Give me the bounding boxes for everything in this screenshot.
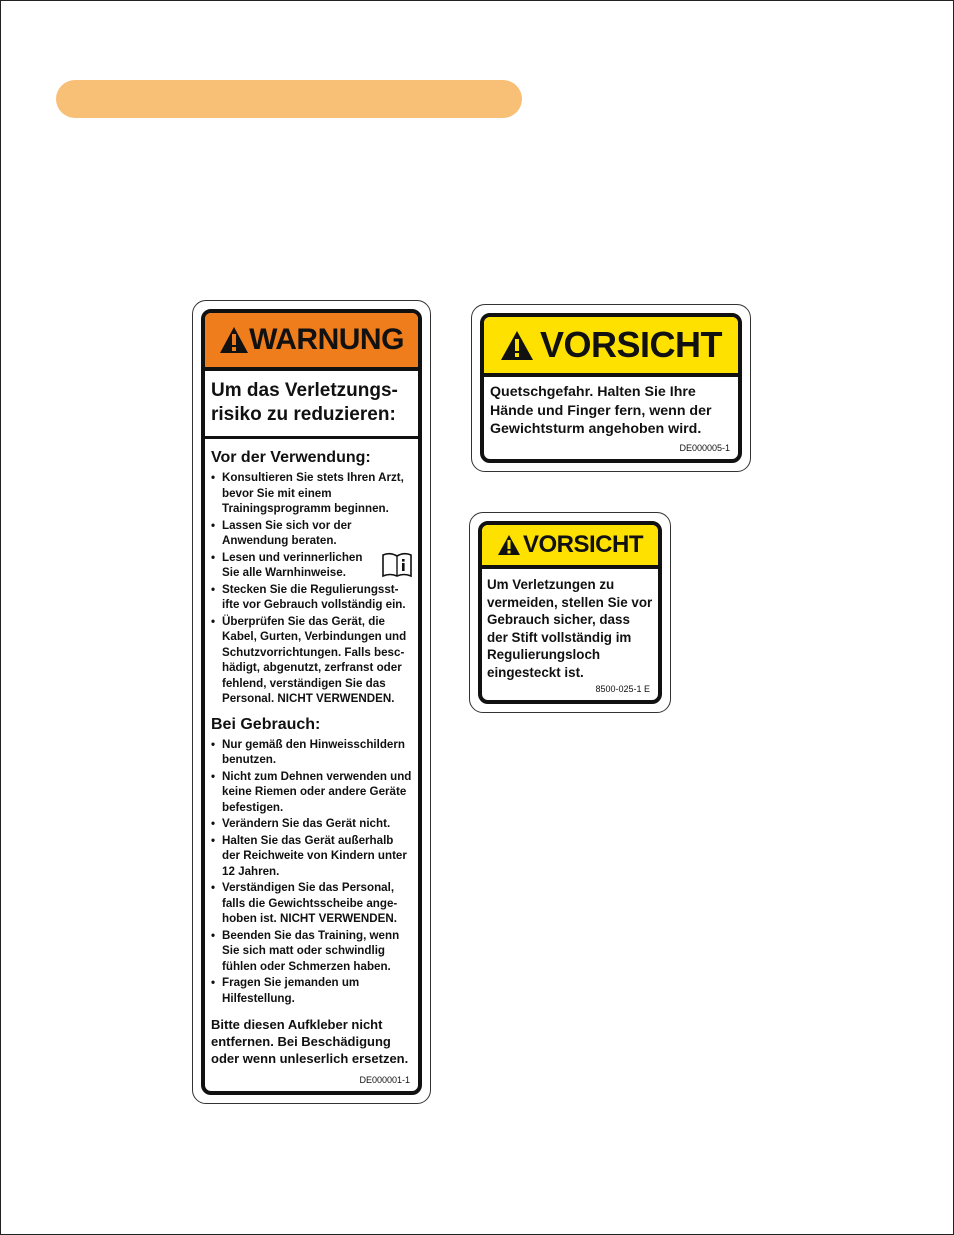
warnung-label-inner — [201, 309, 422, 1095]
list-item: • Nur gemäß den Hinweisschildern benutzen. — [211, 737, 412, 768]
vorsicht-label-pinch-inner — [480, 313, 742, 463]
section-title-during-use: Bei Gebrauch: — [211, 715, 321, 733]
list-item: • Konsultieren Sie stets Ihren Arzt, bevor Sie mit einem Trainingsprogramm beginnen. — [211, 470, 412, 517]
during-use-list — [211, 737, 412, 1007]
list-item: • Fragen Sie jemanden um Hilfestellung. — [211, 975, 412, 1006]
vorsicht-label-pin — [469, 512, 671, 713]
sticker-notice: Bitte diesen Aufkleber nicht entfernen. Bei Beschädigung oder wenn unleserlich ersetzen. — [211, 1017, 409, 1066]
warning-triangle-icon — [497, 534, 521, 556]
vorsicht-label-pin-inner — [478, 521, 662, 704]
before-use-list — [211, 470, 412, 707]
warning-triangle-icon — [500, 330, 534, 361]
warnung-signal-word: WARNUNG — [249, 323, 404, 356]
vorsicht-signal-word: VORSICHT — [522, 531, 643, 558]
warnung-body — [205, 439, 418, 1067]
vorsicht-text: Quetschgefahr. Halten Sie Ihre Hände und Finger fern, wenn der Gewichtsturm angehoben wird. — [490, 384, 712, 437]
label-code: DE000001-1 — [359, 1075, 410, 1085]
vorsicht-label-pinch — [471, 304, 751, 472]
header-bar — [56, 80, 522, 118]
warning-triangle-icon — [219, 326, 249, 354]
list-item: • Stecken Sie die Regulierungsst-ifte vor Gebrauch vollständig ein. — [211, 582, 412, 613]
label-code: 8500-025-1 E — [595, 684, 650, 694]
list-item: • Verändern Sie das Gerät nicht. — [211, 816, 412, 832]
label-code: DE000005-1 — [679, 443, 730, 453]
warnung-label — [192, 300, 431, 1104]
vorsicht-signal-header — [482, 525, 658, 569]
list-item-text: Lesen und verinnerlichen Sie alle Warnhinweise. — [222, 550, 363, 579]
list-item: • Lassen Sie sich vor der Anwendung beraten. — [211, 518, 412, 549]
list-item: • Verständigen Sie das Personal, falls die Gewichtsscheibe ange-hoben ist. NICHT VERWENDEN. — [211, 880, 412, 927]
list-item: • Beenden Sie das Training, wenn Sie sich matt oder schwindlig fühlen oder Schmerzen haben. — [211, 928, 412, 975]
list-item: • Nicht zum Dehnen verwenden und keine Riemen oder andere Geräte befestigen. — [211, 769, 412, 816]
manual-book-icon — [381, 552, 413, 578]
list-item: • Überprüfen Sie das Gerät, die Kabel, Gurten, Verbindungen und Schutzvorrichtungen. Falls besc-hädigt, abgenutzt, zerfranst oder fehlend, verständigen Sie das Personal. NICHT VERWENDEN. — [211, 614, 412, 707]
vorsicht-text: Um Verletzungen zu vermeiden, stellen Sie vor Gebrauch sicher, dass der Stift vollständig im Regulierungsloch eingesteckt ist. — [487, 577, 653, 680]
warnung-subtitle: Um das Verletzungs-risiko zu reduzieren: — [205, 371, 418, 439]
vorsicht-signal-word: VORSICHT — [539, 324, 722, 365]
vorsicht-signal-header — [484, 317, 738, 377]
list-item — [211, 550, 412, 581]
list-item: • Halten Sie das Gerät außerhalb der Reichweite von Kindern unter 12 Jahren. — [211, 833, 412, 880]
warnung-signal-header — [205, 313, 418, 371]
section-title-before-use: Vor der Verwendung: — [211, 449, 371, 466]
